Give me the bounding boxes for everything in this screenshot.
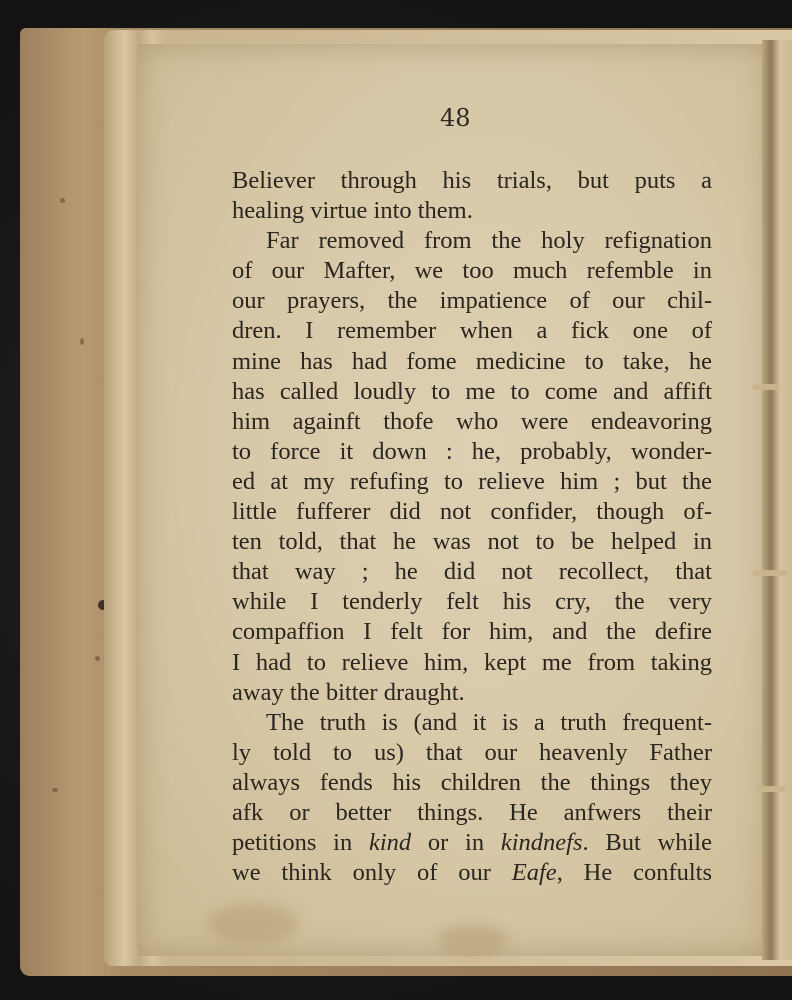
page-text [232,166,712,888]
page-stain [438,924,508,954]
text-line [232,587,712,617]
text-line [232,798,712,828]
text-run: mine has had fome medicine to take, he [232,347,712,375]
text-run: while I tenderly felt his cry, the very [232,588,712,616]
text-line [232,557,712,587]
text-run: that way ; he did not recollect, that [232,558,712,586]
text-run: healing virtue into them. [232,197,473,225]
text-line [232,316,712,346]
italic-word: Eafe [511,859,557,887]
text-line [232,708,712,738]
binding-thread [752,384,778,390]
text-run: him againft thofe who were endeavoring [232,407,712,435]
text-run: or in [411,829,501,857]
text-run: afk or better things. He anfwers their [232,798,712,826]
cover-spot [52,788,58,792]
text-run: ed at my refufing to relieve him ; but the [232,467,712,495]
text-line [232,226,712,256]
italic-word: kindnefs [500,829,583,857]
text-line [232,166,712,196]
text-run: ly told to us) that our heavenly Father [232,738,712,766]
text-line [232,196,712,226]
binding-thread [756,786,786,792]
cover-spot [60,198,65,203]
text-run: . But while [582,829,712,857]
text-run: ten told, that he was not to be helped in [232,528,712,556]
text-run: dren. I remember when a fick one of [232,317,712,345]
text-line [232,678,712,708]
text-line [232,768,712,798]
text-line [232,858,712,888]
page-gutter [762,40,792,960]
text-line [232,828,712,858]
text-line [232,407,712,437]
text-run: always fends his children the things they [232,768,712,796]
text-line [232,617,712,647]
cover-spot [80,338,84,345]
text-run: our prayers, the impatience of our chil- [232,287,712,315]
text-run: Far removed from the holy refignation [266,227,712,255]
text-run: Believer through his trials, but puts a [232,167,712,194]
text-run: , He confults [556,859,712,887]
text-run: The truth is (and it is a truth frequent- [266,708,712,736]
cover-spot [95,656,100,661]
text-run: petitions in [232,829,369,857]
text-run: away the bitter draught. [232,678,465,706]
page-number: 48 [440,104,471,132]
italic-word: kind [368,829,412,857]
binding-thread [752,570,788,576]
text-line [232,347,712,377]
text-run: to force it down : he, probably, wonder- [232,437,712,465]
text-run: has called loudly to me to come and affift [232,377,712,405]
text-run: I had to relieve him, kept me from taking [232,648,712,676]
page-stain [208,904,298,944]
text-line [232,467,712,497]
text-line [232,377,712,407]
text-run: little fufferer did not confider, though of- [232,498,712,526]
text-line [232,497,712,527]
text-line [232,256,712,286]
text-run: compaffion I felt for him, and the defire [232,618,712,646]
text-line [232,437,712,467]
text-line [232,286,712,316]
text-line [232,738,712,768]
text-line [232,527,712,557]
text-line [232,648,712,678]
text-run: of our Mafter, we too much refemble in [232,257,712,285]
text-run: we think only of our [232,859,512,887]
